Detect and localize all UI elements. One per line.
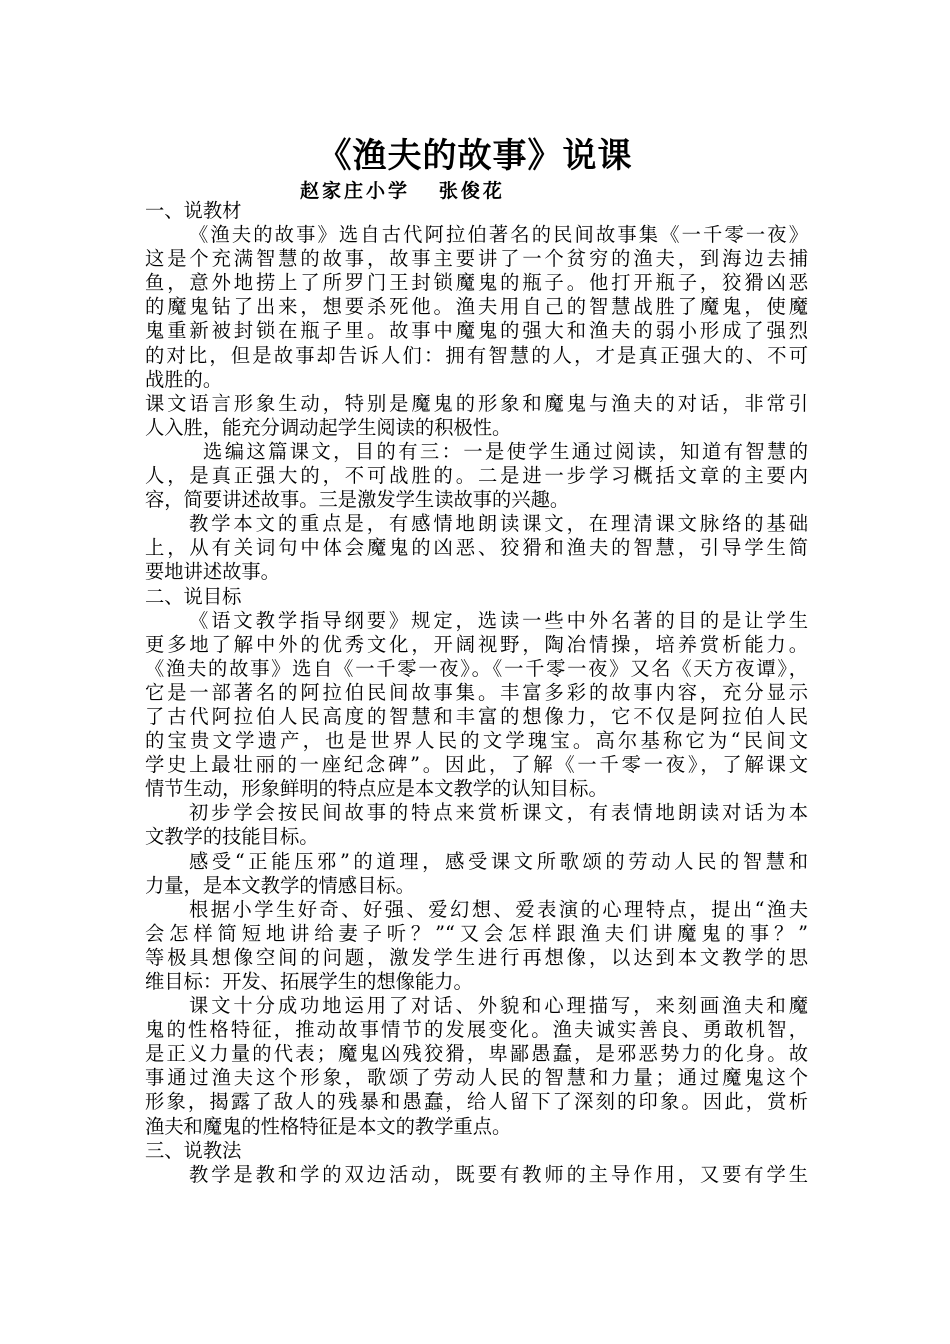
text-line: 人，是真正强大的，不可战胜的。二是进一步学习概括文章的主要内 [145,464,808,488]
text-line: 选编这篇课文，目的有三：一是使学生通过阅读，知道有智慧的 [203,439,808,463]
text-line: 教学本文的重点是，有感情地朗读课文，在理清课文脉络的基础 [189,512,808,536]
text-line: 课文语言形象生动，特别是魔鬼的形象和魔鬼与渔夫的对话，非常引 [145,391,808,415]
text-line: 文教学的技能目标。 [145,825,319,849]
text-line: 渔夫和魔鬼的性格特征是本文的教学重点。 [145,1114,512,1138]
text-line: 形象，揭露了敌人的残暴和愚蠢，给人留下了深刻的印象。因此，赏析 [145,1090,808,1114]
section-heading: 二、说目标 [145,584,242,608]
text-line: 它是一部著名的阿拉伯民间故事集。丰富多彩的故事内容，充分显示 [145,680,808,704]
section-heading: 三、说教法 [145,1138,242,1162]
text-line: 鱼，意外地捞上了所罗门王封锁魔鬼的瓶子。他打开瓶子，狡猾凶恶 [145,271,808,295]
text-line: 《语文教学指导纲要》规定，选读一些中外名著的目的是让学生 [189,608,808,632]
text-line: 鬼的性格特征，推动故事情节的发展变化。渔夫诚实善良、勇敢机智， [145,1018,808,1042]
text-line: 力量，是本文教学的情感目标。 [145,873,415,897]
text-line: 教学是教和学的双边活动，既要有教师的主导作用，又要有学生 [189,1162,808,1186]
text-line: 课文十分成功地运用了对话、外貌和心理描写，来刻画渔夫和魔 [189,994,808,1018]
text-line: 的对比，但是故事却告诉人们：拥有智慧的人，才是真正强大的、不可 [145,343,808,367]
text-line: 《渔夫的故事》选自《一千零一夜》。《一千零一夜》又名《天方夜谭》， [145,656,808,680]
text-line: 要地讲述故事。 [145,560,280,584]
document-body [145,199,808,1187]
text-line: 会怎样简短地讲给妻子听？”“又会怎样跟渔夫们讲魔鬼的事？” [145,921,808,945]
text-line: 根据小学生好奇、好强、爱幻想、爱表演的心理特点，提出“渔夫 [189,897,808,921]
author-byline: 赵家庄小学 张俊花 [300,180,505,202]
document-title: 《渔夫的故事》说课 [317,136,633,176]
text-line: 维目标：开发、拓展学生的想像能力。 [145,970,473,993]
text-line: 更多地了解中外的优秀文化，开阔视野，陶冶情操，培养赏析能力。 [145,632,808,656]
text-line: 感受“正能压邪”的道理，感受课文所歌颂的劳动人民的智慧和 [189,849,808,873]
text-line: 事通过渔夫这个形象，歌颂了劳动人民的智慧和力量；通过魔鬼这个 [145,1066,808,1090]
text-line: 人入胜，能充分调动起学生阅读的积极性。 [145,415,512,439]
text-line: 战胜的。 [145,367,223,391]
text-line: 的宝贵文学遗产，也是世界人民的文学瑰宝。高尔基称它为“民间文 [145,729,808,753]
text-line: 情节生动，形象鲜明的特点应是本文教学的认知目标。 [145,777,608,801]
text-line: 初步学会按民间故事的特点来赏析课文，有表情地朗读对话为本 [189,801,808,825]
text-line: 上，从有关词句中体会魔鬼的凶恶、狡猾和渔夫的智慧，引导学生简 [145,536,808,560]
text-line: 等极具想像空间的问题，激发学生进行再想像，以达到本文教学的思 [145,945,808,969]
text-line: 容，简要讲述故事。三是激发学生读故事的兴趣。 [145,488,570,512]
text-line: 鬼重新被封锁在瓶子里。故事中魔鬼的强大和渔夫的弱小形成了强烈 [145,319,808,343]
text-line: 了古代阿拉伯人民高度的智慧和丰富的想像力，它不仅是阿拉伯人民 [145,704,808,728]
text-line: 学史上最壮丽的一座纪念碑”。因此，了解《一千零一夜》，了解课文 [145,753,808,777]
text-line: 《渔夫的故事》选自古代阿拉伯著名的民间故事集《一千零一夜》 [189,223,808,247]
section-heading: 一、说教材 [145,199,242,222]
text-line: 这是个充满智慧的故事，故事主要讲了一个贫穷的渔夫，到海边去捕 [145,247,808,271]
text-line: 的魔鬼钻了出来，想要杀死他。渔夫用自己的智慧战胜了魔鬼，使魔 [145,295,808,319]
text-line: 是正义力量的代表；魔鬼凶残狡猾，卑鄙愚蠢，是邪恶势力的化身。故 [145,1042,808,1066]
